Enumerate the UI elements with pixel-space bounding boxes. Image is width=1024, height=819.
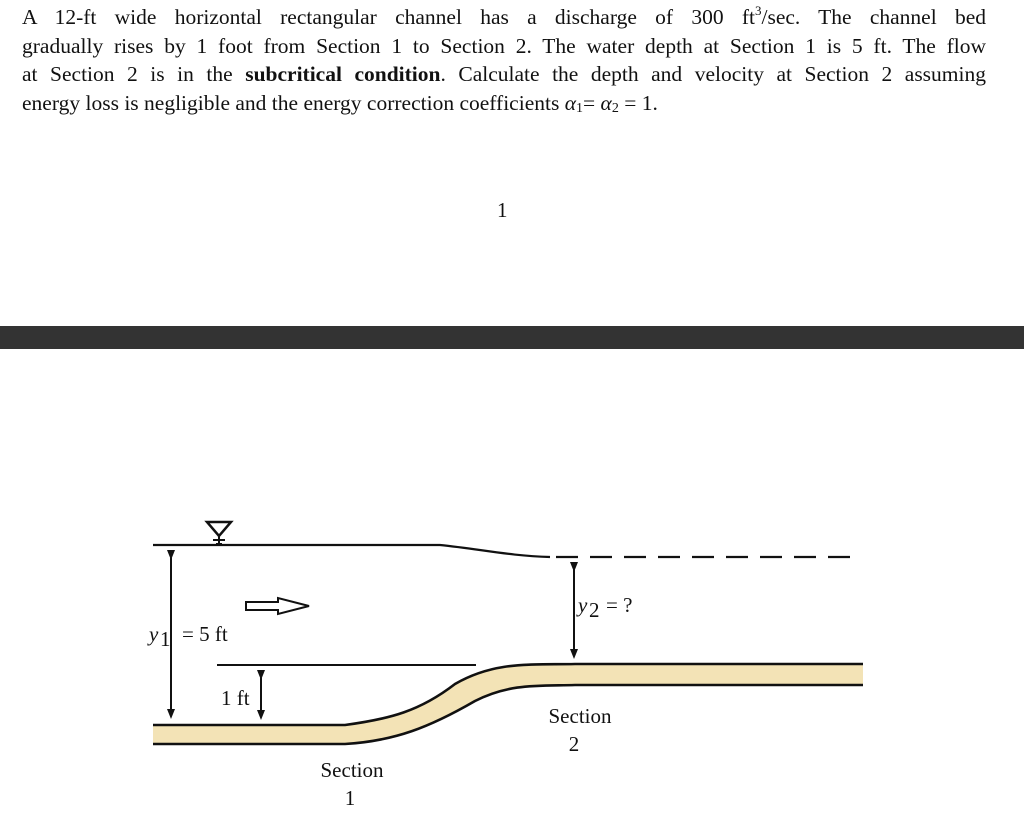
page-number: 1 [497,198,508,222]
y1-label [146,621,228,651]
problem-statement [22,3,986,117]
problem-text: at Section 2 is in the [22,62,233,87]
bold-subcritical: subcritical condition [245,62,441,87]
y2-value: = ? [606,593,633,617]
y1-value: = 5 ft [182,622,228,646]
y1-symbol: y [149,622,159,646]
subscript-2: 2 [611,100,619,116]
problem-line-4 [22,89,986,118]
problem-text: /sec. The channel bed [761,5,986,29]
subscript-1: 1 [576,100,584,116]
problem-text: gradually rises by 1 foot from Section 1 to Section 2. The water depth at Section 1 is 5 ft. The flow [22,33,986,58]
problem-text: A 12-ft wide horizontal rectangular channel has a discharge of 300 ft [22,5,755,29]
problem-line-3 [22,60,986,89]
section-2-label: Section [548,704,612,728]
water-surface-symbol-icon [207,522,231,545]
alpha-symbol: α [564,90,577,115]
problem-text: . Calculate the depth and velocity at Section 2 assuming [440,62,986,87]
y1-subscript: 1 [160,627,171,651]
flow-direction-arrow-icon [246,598,309,614]
y2-symbol: y [578,593,588,617]
problem-text: energy loss is negligible and the energy correction coefficients [22,90,560,115]
section-2-number: 2 [568,732,580,756]
equals-sign: = [583,90,601,115]
step-height-label: 1 ft [221,686,250,710]
y2-subscript: 2 [589,598,600,622]
problem-line-2 [22,32,986,61]
problem-line-1 [22,3,986,32]
channel-bed [153,664,863,744]
water-surface-line [153,545,550,557]
superscript-3: 3 [754,3,762,18]
alpha-symbol: α [600,90,612,115]
y2-label [576,593,632,622]
channel-diagram [0,349,1024,819]
equals-one: = 1. [618,90,658,115]
section-1-label: Section [320,758,384,782]
section-1-number: 1 [344,786,356,810]
page-divider-bar [0,326,1024,349]
